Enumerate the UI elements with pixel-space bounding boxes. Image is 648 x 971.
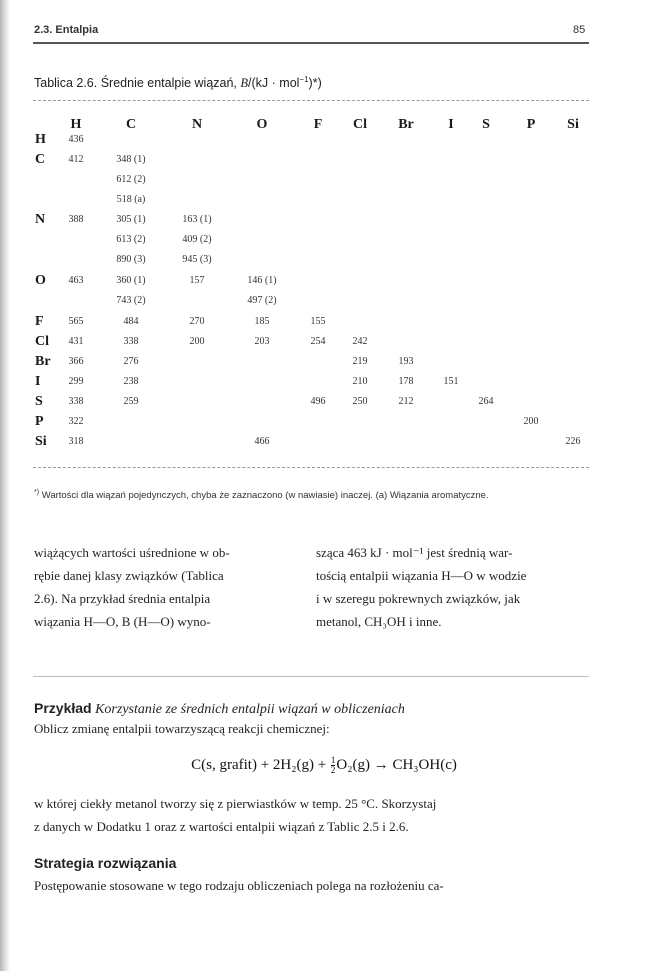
- body-right-line: metanol, CH₃OH i inne.: [316, 614, 442, 629]
- column-header: S: [482, 117, 490, 132]
- table-cell: 388: [68, 214, 84, 225]
- table-cell: 242: [352, 336, 368, 347]
- column-header: C: [125, 117, 137, 132]
- table-cell: 254: [310, 336, 326, 347]
- table-cell: 259: [123, 396, 139, 407]
- row-header: F: [35, 314, 44, 329]
- table-cell: 360 (1): [116, 275, 146, 286]
- row-header: P: [35, 414, 44, 429]
- column-header: N: [191, 117, 203, 132]
- running-header: 2.3. Entalpia: [34, 24, 99, 36]
- fraction-denominator: 2: [330, 765, 336, 775]
- example-heading: [34, 700, 405, 718]
- table-cell: 219: [352, 356, 368, 367]
- table-cell: 305 (1): [116, 214, 146, 225]
- table-cell: 484: [123, 316, 139, 327]
- row-header: H: [35, 132, 46, 147]
- column-header: F: [313, 117, 323, 132]
- table-caption-units: /(kJ · mol: [248, 76, 300, 91]
- column-header: I: [448, 117, 454, 132]
- table-cell: 264: [478, 396, 494, 407]
- table-caption-symbol: B: [240, 76, 249, 91]
- body-left-line: 2.6). Na przykład średnia entalpia: [34, 591, 211, 606]
- column-header: P: [526, 117, 536, 132]
- table-cell: 743 (2): [116, 295, 146, 306]
- table-cell: 466: [254, 436, 270, 447]
- table-cell: 945 (3): [182, 254, 212, 265]
- footnote-marker: *): [34, 489, 40, 496]
- table-footnote: [34, 485, 590, 503]
- body-text-left: [34, 541, 298, 633]
- row-header: I: [35, 374, 41, 389]
- example-line-1: w której ciekły metanol tworzy się z pierwiastków w temp. 25 °C. Skorzystaj: [34, 796, 437, 811]
- table-cell: 178: [398, 376, 414, 387]
- table-cell: 226: [565, 436, 581, 447]
- strategy-heading: Strategia rozwiązania: [34, 855, 177, 871]
- table-cell: 238: [123, 376, 139, 387]
- fraction-numerator: 1: [330, 755, 336, 765]
- one-half-fraction: [331, 756, 336, 775]
- table-cell: 612 (2): [116, 174, 146, 185]
- table-caption-text: Średnie entalpie wiązań,: [97, 76, 241, 91]
- table-cell: 250: [352, 396, 368, 407]
- example-intro: Oblicz zmianę entalpii towarzyszącą reakcji chemicznej:: [34, 721, 330, 736]
- row-header: Si: [35, 434, 47, 449]
- column-header: Br: [398, 117, 414, 132]
- row-header: S: [35, 394, 43, 409]
- table-cell: 366: [68, 356, 84, 367]
- table-cell: 338: [123, 336, 139, 347]
- row-header: Br: [35, 354, 51, 369]
- body-left-line: rębie danej klasy związków (Tablica: [34, 568, 224, 583]
- table-cell: 157: [189, 275, 205, 286]
- table-cell: 185: [254, 316, 270, 327]
- table-cell: 890 (3): [116, 254, 146, 265]
- table-cell: 496: [310, 396, 326, 407]
- table-cell: 518 (a): [116, 194, 146, 205]
- row-header: O: [35, 273, 46, 288]
- row-header: C: [35, 152, 46, 167]
- table-caption-end: )*): [308, 76, 322, 91]
- equation-left: C(s, grafit) + 2H₂(g) +: [191, 756, 330, 773]
- table-cell: 613 (2): [116, 234, 146, 245]
- table-cell: 200: [523, 416, 539, 427]
- table-cell: 497 (2): [247, 295, 277, 306]
- table-cell: 203: [254, 336, 270, 347]
- table-cell: 155: [310, 316, 326, 327]
- table-cell: 565: [68, 316, 84, 327]
- table-cell: 431: [68, 336, 84, 347]
- table-cell: 210: [352, 376, 368, 387]
- reaction-equation: [0, 756, 648, 775]
- body-right-line: i w szeregu pokrewnych związków, jak: [316, 591, 521, 606]
- strategy-line-1: Postępowanie stosowane w tego rodzaju obliczeniach polega na rozłożeniu ca-: [34, 878, 444, 893]
- example-line-2: z danych w Dodatku 1 oraz z wartości entalpii wiązań z Tablic 2.5 i 2.6.: [34, 819, 409, 834]
- table-cell: 163 (1): [182, 214, 212, 225]
- body-left-line: wiążących wartości uśrednione w ob-: [34, 545, 230, 560]
- footnote-text: Wartości dla wiązań pojedynczych, chyba że zaznaczono (w nawiasie) inaczej. (a) Wiązania aromatyczne.: [39, 490, 489, 502]
- example-label: Przykład: [34, 700, 92, 716]
- column-header: O: [256, 117, 268, 132]
- page-number: 85: [573, 24, 586, 36]
- table-cell: 412: [68, 154, 84, 165]
- table-cell: 299: [68, 376, 84, 387]
- table-cell: 270: [189, 316, 205, 327]
- table-cell: 200: [189, 336, 205, 347]
- example-top-rule: [33, 676, 589, 677]
- table-bottom-rule: [33, 467, 589, 468]
- table-cell: 151: [443, 376, 459, 387]
- body-right-line: tością entalpii wiązania H—O w wodzie: [316, 568, 527, 583]
- table-cell: 146 (1): [247, 275, 277, 286]
- table-cell: 193: [398, 356, 414, 367]
- column-header: Si: [567, 117, 579, 132]
- table-caption-prefix: Tablica 2.6.: [34, 76, 98, 91]
- column-header: H: [70, 117, 82, 132]
- table-cell: 322: [68, 416, 84, 427]
- table-cell: 338: [68, 396, 84, 407]
- table-caption: [34, 75, 322, 91]
- table-cell: 348 (1): [116, 154, 146, 165]
- scan-shadow: [0, 0, 10, 971]
- body-left-line: wiązania H—O, B (H—O) wyno-: [34, 614, 211, 629]
- header-rule: [33, 42, 589, 44]
- table-caption-sup: −1: [299, 75, 309, 84]
- example-title: Korzystanie ze średnich entalpii wiązań w obliczeniach: [95, 702, 405, 717]
- table-top-rule: [33, 100, 589, 101]
- equation-right: O₂(g) → CH₃OH(c): [336, 756, 457, 773]
- row-header: Cl: [35, 334, 49, 349]
- body-text-right: [316, 541, 588, 633]
- row-header: N: [35, 212, 46, 227]
- table-cell: 276: [123, 356, 139, 367]
- table-cell: 409 (2): [182, 234, 212, 245]
- body-right-line: sząca 463 kJ · mol⁻¹ jest średnią war-: [316, 545, 513, 560]
- table-cell: 436: [68, 134, 84, 145]
- column-header: Cl: [353, 117, 367, 132]
- table-cell: 212: [398, 396, 414, 407]
- table-cell: 463: [68, 275, 84, 286]
- table-cell: 318: [68, 436, 84, 447]
